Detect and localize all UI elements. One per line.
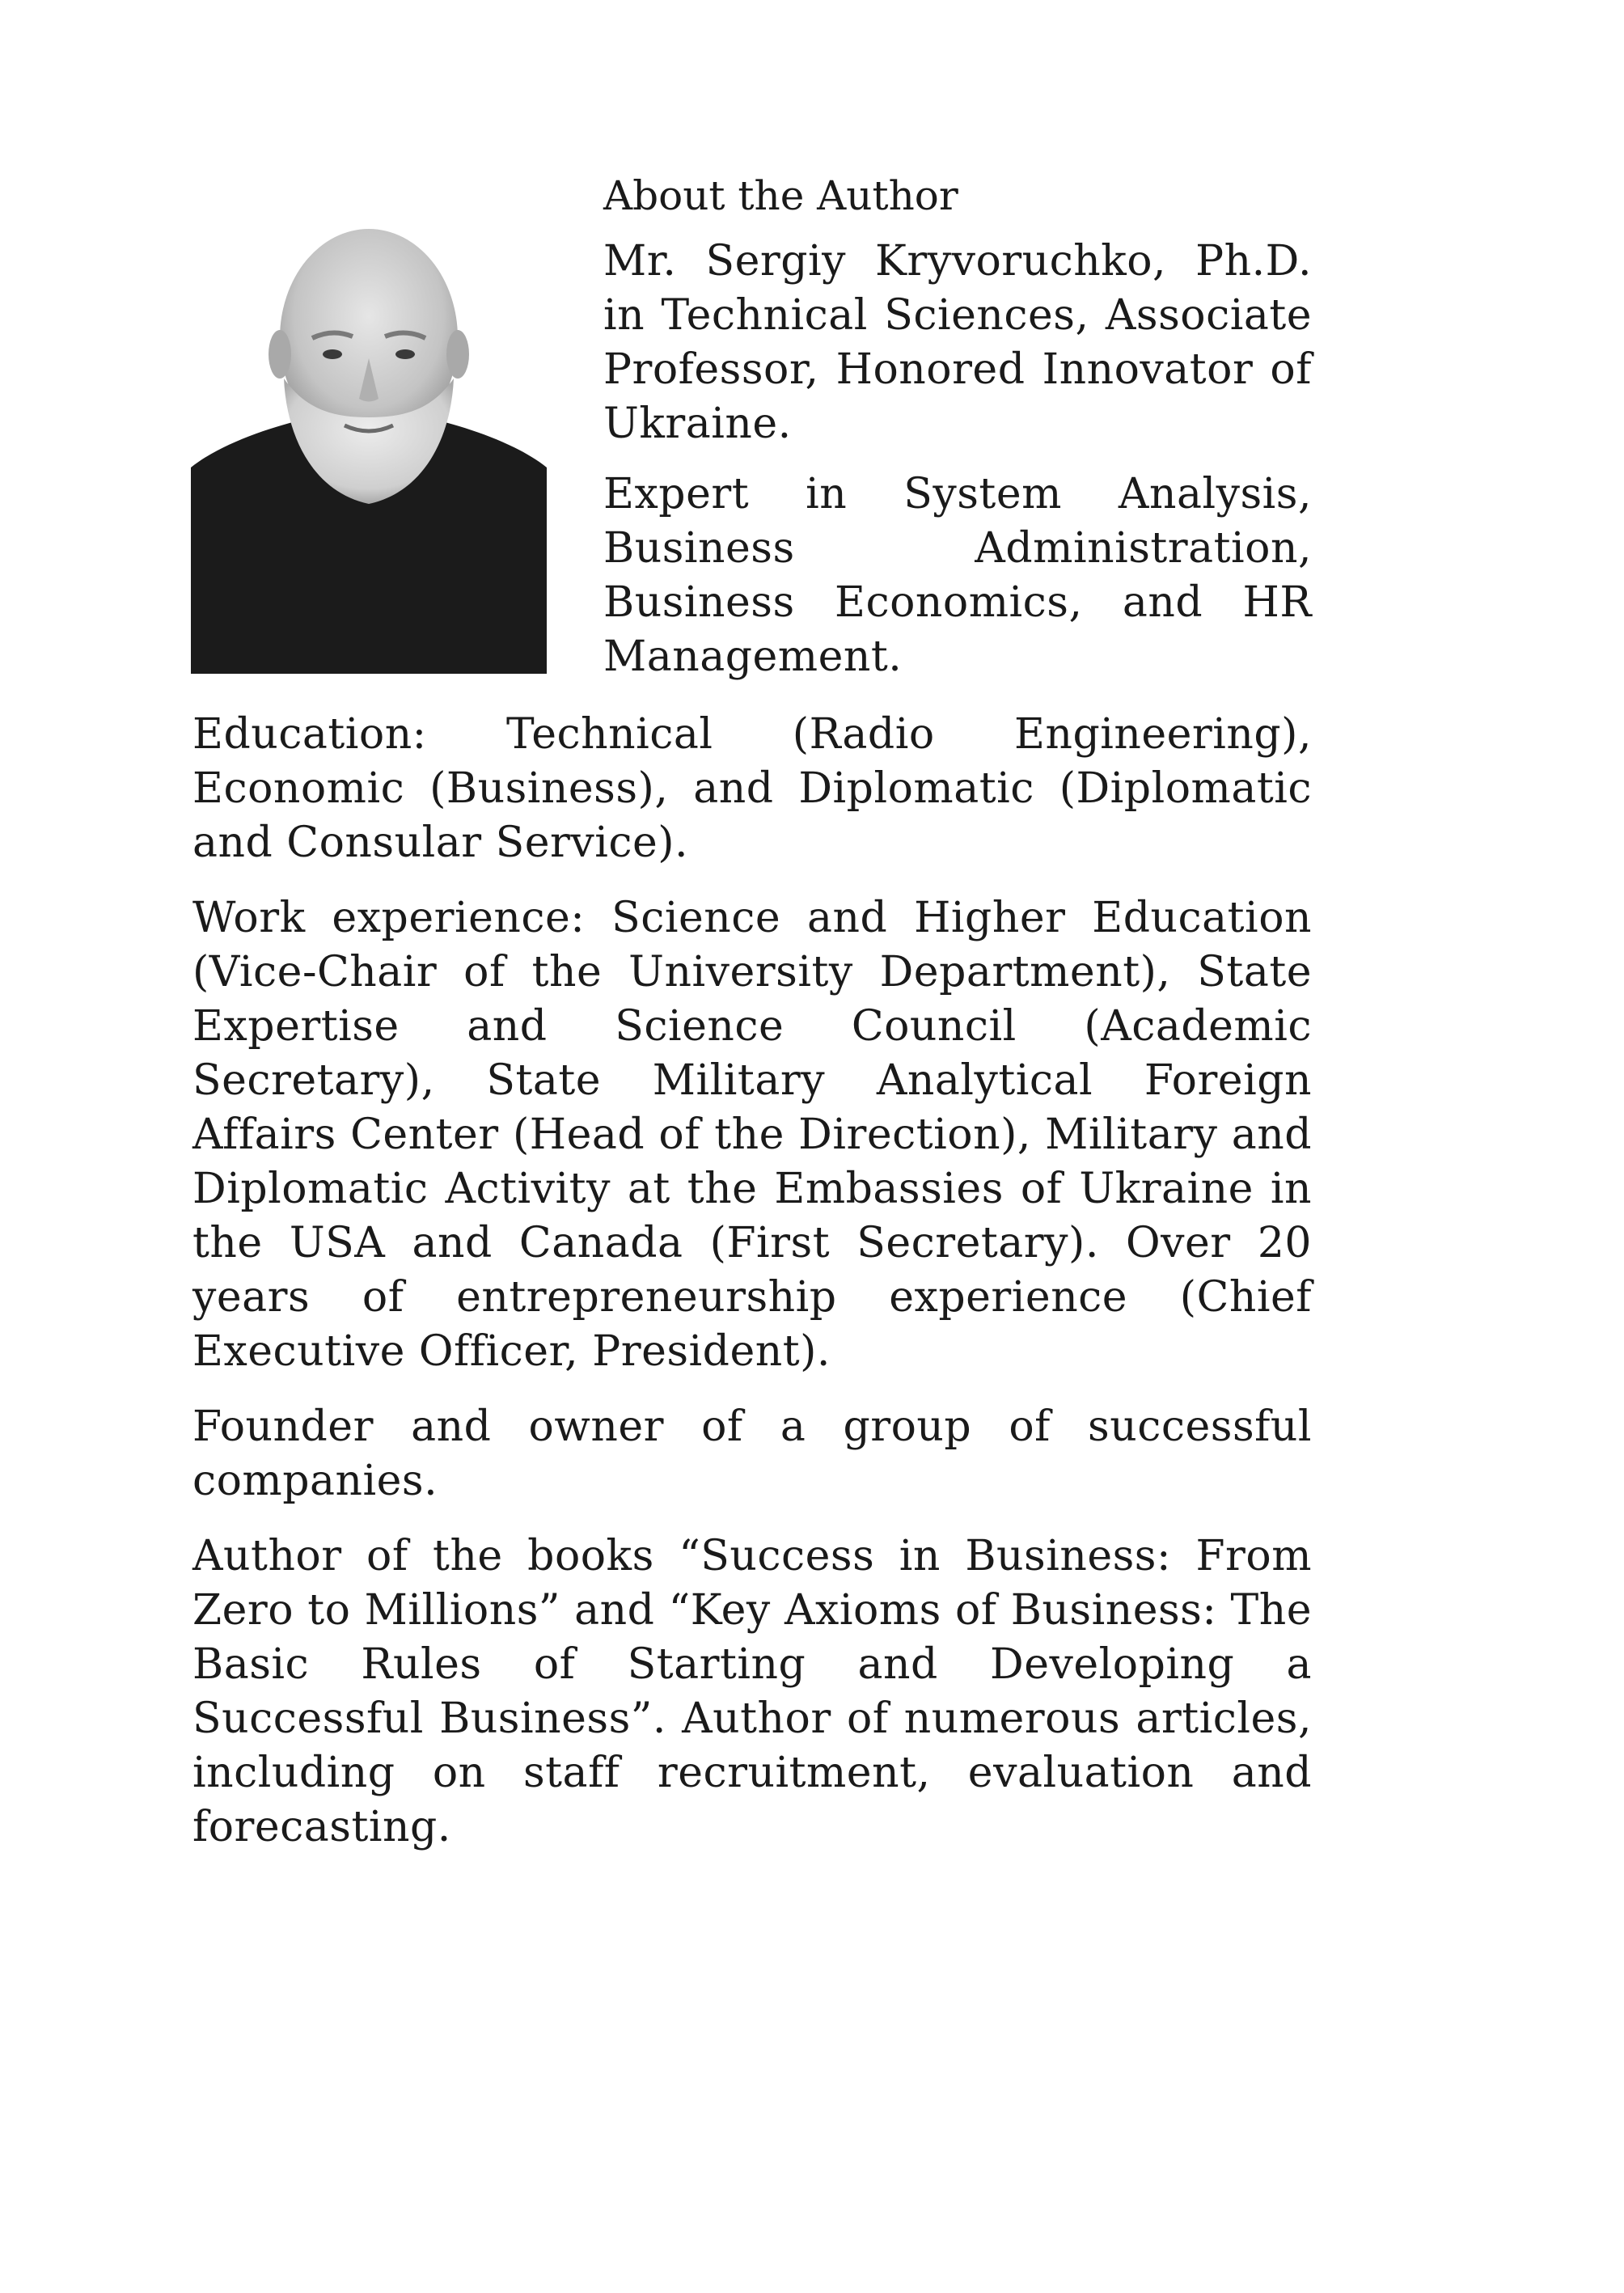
author-bio-body	[192, 708, 1312, 1855]
about-title: About the Author	[603, 172, 958, 219]
author-portrait-photo	[191, 225, 547, 674]
author-expertise: Expert in System Analysis, Business Administration, Business Economics, and HR Management.	[603, 470, 1312, 681]
founder-paragraph: Founder and owner of a group of successful companies.	[192, 1402, 1312, 1505]
work-experience-paragraph: Work experience: Science and Higher Education (Vice-Chair of the University Department), State Expertise and Science Council (Academic Secretary), State Military Analytical Foreign Affairs Center (Head of the Direction), Military and Diplomatic Activity at the Embassies of Ukraine in the USA and Canada (First Secretary). Over 20 years of entrepreneurship experience (Chief Executive Officer, President).	[192, 894, 1312, 1376]
portrait-icon	[191, 225, 547, 674]
about-header-block	[603, 165, 1312, 684]
author-intro: Mr. Sergiy Kryvoruchko, Ph.D. in Technical Sciences, Associate Professor, Honored Innovator of Ukraine.	[603, 237, 1312, 448]
education-paragraph: Education: Technical (Radio Engineering), Economic (Business), and Diplomatic (Diplomatic and Consular Service).	[192, 710, 1312, 867]
books-paragraph: Author of the books “Success in Business: From Zero to Millions” and “Key Axioms of Business: The Basic Rules of Starting and Developing a Successful Business”. Author of numerous articles, including on staff recruitment, evaluation and forecasting.	[192, 1532, 1312, 1851]
